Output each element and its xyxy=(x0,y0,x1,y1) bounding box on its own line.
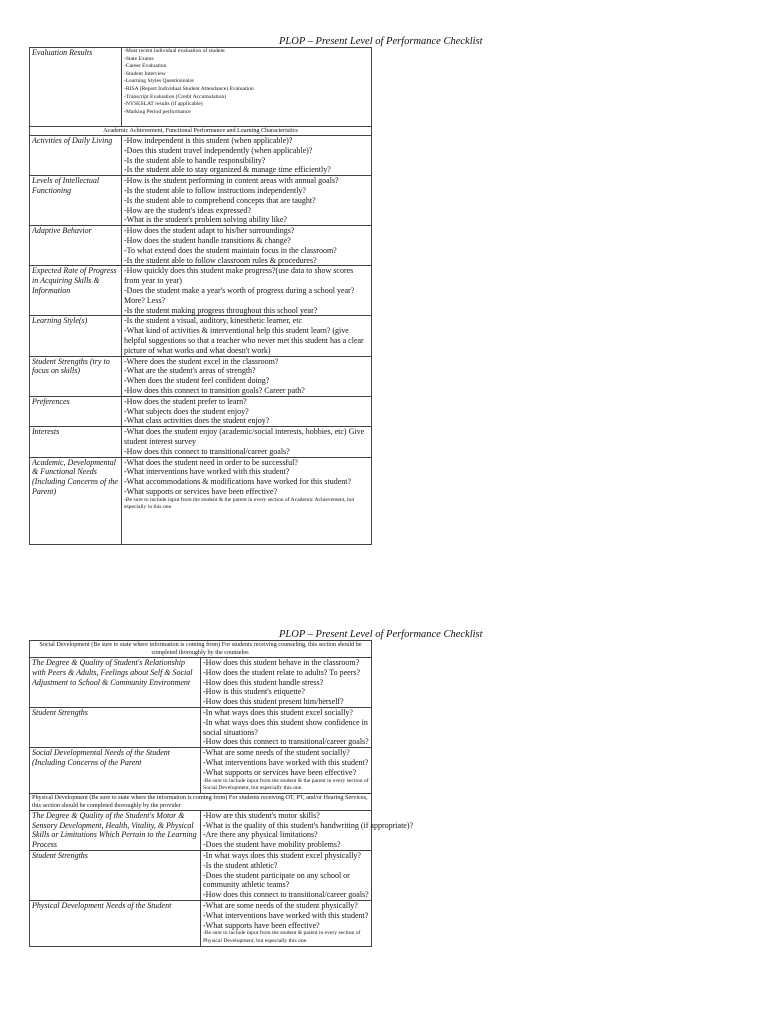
section-header: Academic Achievement, Functional Performance and Learning Characteristics xyxy=(30,127,372,136)
question: -Does the student have mobility problems? xyxy=(203,840,341,850)
question: -How is the student performing in content areas with annual goals? xyxy=(124,176,339,186)
row-label: Activities of Daily Living xyxy=(30,136,122,176)
row-questions xyxy=(122,396,372,426)
list-item: -Most recent individual evaluation of student xyxy=(124,48,225,54)
question: -What interventions have worked with this student? xyxy=(124,467,290,477)
row-label: Learning Style(s) xyxy=(30,316,122,356)
checklist-row xyxy=(30,810,372,850)
question: -How does this connect to transitional/career goals? xyxy=(124,446,290,456)
question: -What are the student's areas of strength? xyxy=(124,366,256,376)
checklist-row xyxy=(30,658,372,708)
row-questions xyxy=(122,266,372,316)
question: -In what ways does this student excel socially? xyxy=(203,707,353,717)
question: -What class activities does the student enjoy? xyxy=(124,416,270,426)
row-questions xyxy=(201,900,372,946)
row-questions xyxy=(122,356,372,396)
row-label: Evaluation Results xyxy=(30,48,122,127)
list-item: -RISA (Report Individual Student Attendance) Evaluation xyxy=(124,85,254,92)
question: -Does this student travel independently (when applicable)? xyxy=(124,145,313,155)
section-note: -Be sure to include input from the student & the parent in every section of Social Development, but especially this one. xyxy=(203,777,369,792)
question: -To what extend does the student maintain focus in the classroom? xyxy=(124,245,337,255)
question: -In what ways does this student show confidence in social situations? xyxy=(203,717,368,737)
question: -What is the quality of this student's handwriting (if appropriate)? xyxy=(203,820,414,830)
question: -Does the student make a year's worth of progress during a school year? More? Less? xyxy=(124,285,355,305)
row-label: Student Strengths xyxy=(30,850,201,900)
row-label: Physical Development Needs of the Student xyxy=(30,900,201,946)
page-1-checklist-table xyxy=(29,47,372,545)
question: -What interventions have worked with this student? xyxy=(203,910,369,920)
row-questions xyxy=(201,810,414,850)
question: -What interventions have worked with this student? xyxy=(203,757,369,767)
list-item: -Career Evaluation xyxy=(124,63,167,70)
question: -What supports or services have been effective? xyxy=(203,767,357,777)
question: -Is the student able to follow instructions independently? xyxy=(124,185,306,195)
question: -How are the student's ideas expressed? xyxy=(124,205,251,215)
question: -How does this student handle stress? xyxy=(203,677,324,687)
question: -How does this connect to transitional/career goals? xyxy=(203,890,369,900)
row-questions xyxy=(201,748,372,794)
page-2-title: PLOP – Present Level of Performance Checklist xyxy=(279,629,483,640)
question: -In what ways does this student excel physically? xyxy=(203,850,361,860)
physical-header-row xyxy=(30,793,372,810)
list-item: -Marking Period performance xyxy=(124,108,191,115)
question: -What supports or services have been effective? xyxy=(124,486,278,496)
checklist-row xyxy=(30,427,372,457)
checklist-row xyxy=(30,748,372,794)
evaluation-results-row xyxy=(30,48,372,127)
row-label: Student Strengths xyxy=(30,707,201,747)
section-note: -Be sure to include input from the student & parent in every section of Physical Development, but especially this one. xyxy=(203,930,361,944)
question: -What accommodations & modifications have worked for this student? xyxy=(124,477,352,487)
social-development-header: Social Development (Be sure to state where information is coming from) For students receiving counseling, this section should be completed thoroughly by the counselor. xyxy=(30,641,372,658)
row-questions xyxy=(122,176,372,226)
question: -Is the student a visual, auditory, kinesthetic learner, etc xyxy=(124,316,302,326)
question: -What are some needs of the student socially? xyxy=(203,748,350,758)
row-label: Interests xyxy=(30,427,122,457)
checklist-row xyxy=(30,457,372,544)
row-label: Academic, Developmental & Functional Needs (Including Concerns of the Parent) xyxy=(30,457,122,544)
row-questions xyxy=(201,658,372,708)
question: -How quickly does this student make progress?(use data to show scores from year to year) xyxy=(124,266,354,286)
question: -What does the student enjoy (academic/social interests, hobbies, etc) Give student interest survey xyxy=(124,427,365,446)
question: -What subjects does the student enjoy? xyxy=(124,406,249,416)
row-label: Levels of Intellectual Functioning xyxy=(30,176,122,226)
row-questions xyxy=(122,316,372,356)
question: -How independent is this student (when applicable)? xyxy=(124,136,293,145)
row-questions xyxy=(122,136,372,176)
row-questions xyxy=(122,226,372,266)
page-2-clip xyxy=(0,640,768,1024)
question: -Is the student able to handle responsibility? xyxy=(124,155,266,165)
question: -Is the student able to follow classroom rules & procedures? xyxy=(124,255,317,265)
list-item: -Student Interview xyxy=(124,70,166,77)
checklist-row xyxy=(30,176,372,226)
page-2-checklist-table xyxy=(29,640,414,947)
checklist-row xyxy=(30,900,372,946)
checklist-row xyxy=(30,136,372,176)
question: -How does the student adapt to his/her surroundings? xyxy=(124,226,295,236)
row-label: Expected Rate of Progress in Acquiring Skills & Information xyxy=(30,266,122,316)
row-label: The Degree & Quality of the Student's Motor & Sensory Development, Health, Vitality, & Physical Skills or Limitations Which Pertain to the Learning Process xyxy=(30,810,201,850)
question: -How does this connect to transitional/career goals? xyxy=(203,737,369,747)
section-note: -Be sure to include input from the student & the parent in every section of Academic Achievement, but especially in this one. xyxy=(124,496,355,511)
social-header-row xyxy=(30,641,372,658)
question: -What supports have been effective? xyxy=(203,920,320,930)
checklist-row xyxy=(30,266,372,316)
checklist-row xyxy=(30,396,372,426)
question: -How does this student behave in the classroom? xyxy=(203,658,360,667)
question: -How does the student relate to adults? To peers? xyxy=(203,667,361,677)
question: -What are some needs of the student physically? xyxy=(203,900,358,910)
checklist-row xyxy=(30,707,372,747)
question: -What does the student need in order to be successful? xyxy=(124,457,298,467)
checklist-row xyxy=(30,226,372,266)
question: -Are there any physical limitations? xyxy=(203,830,318,840)
question: -How does the student handle transitions & change? xyxy=(124,235,291,245)
question: -Is the student athletic? xyxy=(203,860,278,870)
row-label: Social Developmental Needs of the Student (Including Concerns of the Parent xyxy=(30,748,201,794)
physical-development-header: Physical Development (Be sure to state where the information is coming from) For students receiving OT, PT, and/or Hearing Services, this section should be completed thoroughly by the provider xyxy=(30,793,372,810)
row-label: Preferences xyxy=(30,396,122,426)
question: -Is the student making progress throughout this school year? xyxy=(124,305,318,315)
checklist-row xyxy=(30,850,372,900)
question: -How is this student's etiquette? xyxy=(203,687,305,697)
checklist-row xyxy=(30,356,372,396)
question: -Is the student able to comprehend concepts that are taught? xyxy=(124,195,316,205)
evaluation-results-list xyxy=(122,48,372,127)
checklist-row xyxy=(30,316,372,356)
question: -How does this connect to transition goals? Career path? xyxy=(124,385,305,395)
row-label: Student Strengths (try to focus on skills) xyxy=(30,356,122,396)
list-item: -Learning Styles Questionnaire xyxy=(124,78,194,85)
row-questions xyxy=(122,427,372,457)
list-item: -NYSESLAT results (if applicable) xyxy=(124,101,203,108)
question: -How does this student present him/herself? xyxy=(203,697,344,707)
question: -When does the student feel confident doing? xyxy=(124,376,270,386)
row-label: Adaptive Behavior xyxy=(30,226,122,266)
question: -How are this student's motor skills? xyxy=(203,810,320,820)
question: -What kind of activities & interventional help this student learn? (give helpful suggestions so that a teacher who never met this student has a clear picture of what works and what doesn't work) xyxy=(124,326,364,355)
question: -Where does the student excel in the classroom? xyxy=(124,356,279,366)
section-header-row xyxy=(30,127,372,136)
question: -Does the student participate on any school or community athletic teams? xyxy=(203,870,350,890)
list-item: -State Exams xyxy=(124,55,154,62)
row-label: The Degree & Quality of Student's Relationship with Peers & Adults, Feelings about Self & Social Adjustment to School & Community Environment xyxy=(30,658,201,708)
question: -How does the student prefer to learn? xyxy=(124,396,247,406)
row-questions xyxy=(122,457,372,544)
page-1-title: PLOP – Present Level of Performance Checklist xyxy=(279,36,483,47)
question: -What is the student's problem solving ability like? xyxy=(124,215,287,225)
list-item: -Transcript Evaluation (Credit Accumulation) xyxy=(124,93,227,100)
row-questions xyxy=(201,707,372,747)
row-questions xyxy=(201,850,372,900)
question: -Is the student able to stay organized & manage time efficiently? xyxy=(124,165,331,175)
